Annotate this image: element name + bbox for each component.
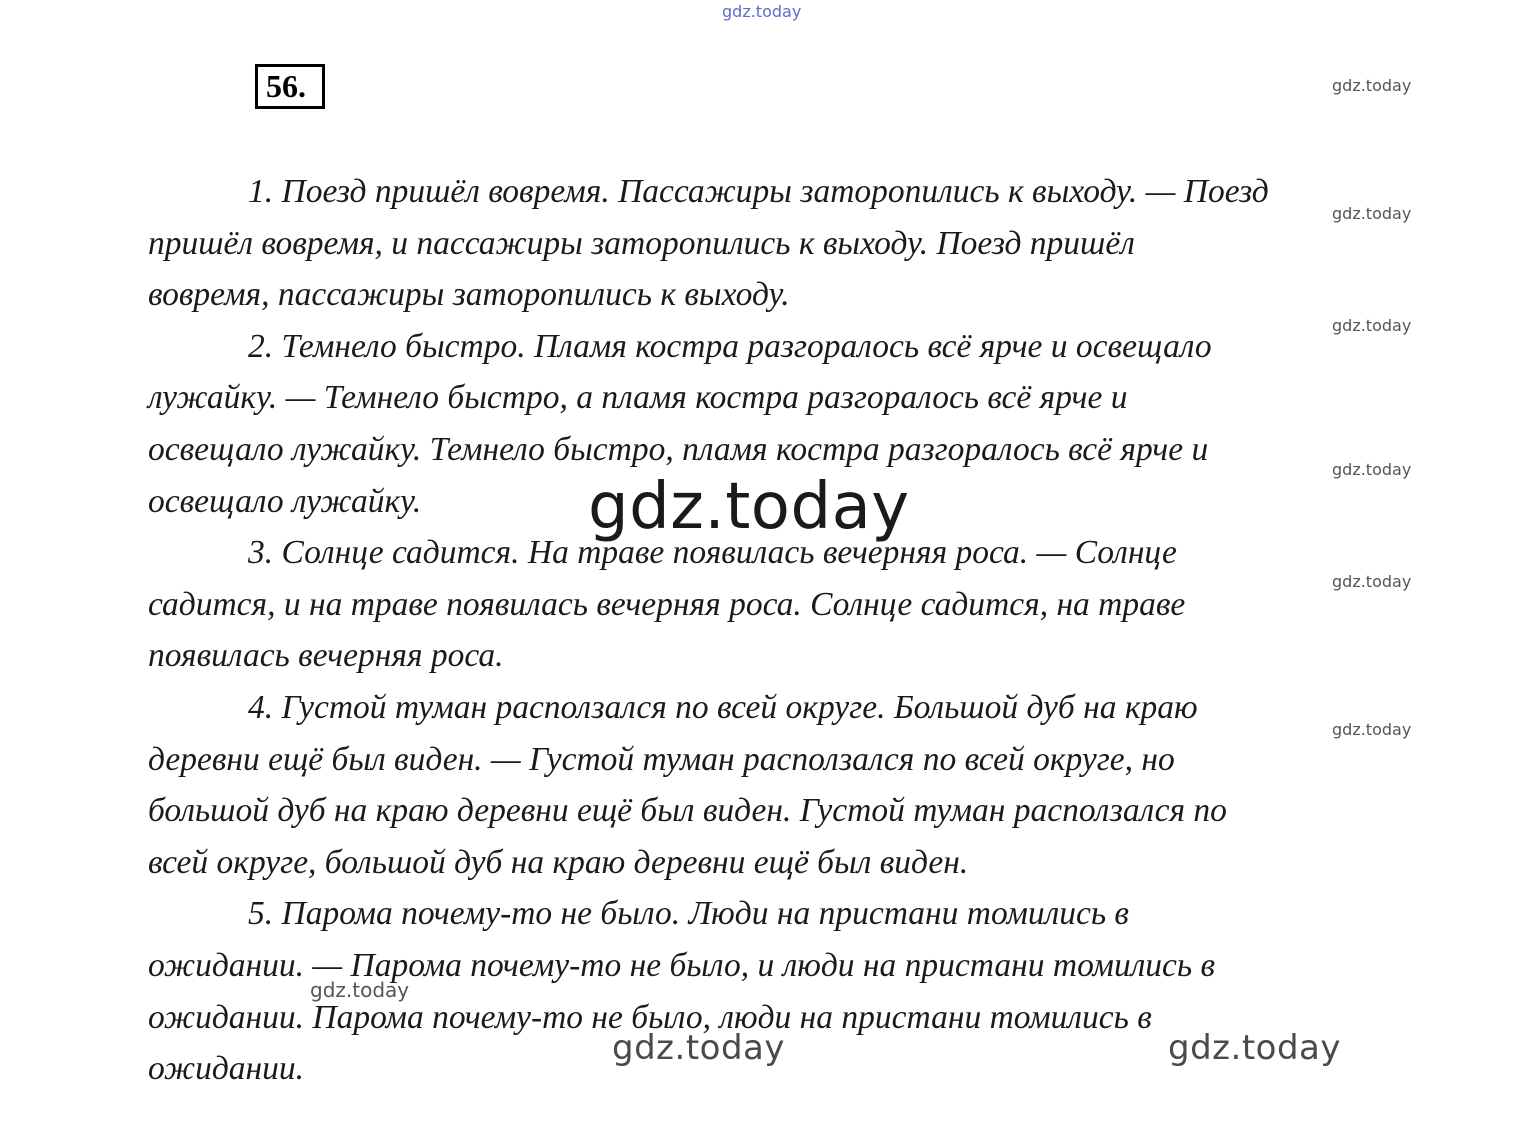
text-line: всей округе, большой дуб на краю деревни ещё был виден.	[148, 843, 969, 881]
text-line: садится, и на траве появилась вечерняя роса. Солнце садится, на траве	[148, 585, 1186, 623]
text-line: пришёл вовремя, и пассажиры заторопились к выходу. Поезд пришёл	[148, 224, 1135, 262]
watermark: gdz.today	[588, 470, 910, 544]
text-line: большой дуб на краю деревни ещё был виден. Густой туман расползался по	[148, 792, 1227, 830]
watermark: gdz.today	[1168, 1028, 1341, 1068]
text-line: 1. Поезд пришёл вовремя. Пассажиры заторопились к выходу. — Поезд	[248, 173, 1269, 210]
text-line: освещало лужайку.	[148, 482, 422, 520]
text-line: появилась вечерняя роса.	[148, 637, 504, 675]
watermark: gdz.today	[1332, 316, 1412, 335]
text-line: 4. Густой туман расползался по всей округе. Большой дуб на краю	[248, 688, 1198, 726]
exercise-answer-text	[148, 166, 1448, 1095]
text-line: деревни ещё был виден. — Густой туман расползался по всей округе, но	[148, 740, 1175, 778]
text-line: ожидании. Парома почему-то не было, люди на пристани томились в	[148, 998, 1152, 1036]
text-line: лужайку. — Темнело быстро, а пламя костра разгоралось всё ярче и	[148, 379, 1128, 417]
text-line: 5. Парома почему-то не было. Люди на пристани томились в	[248, 895, 1129, 933]
watermark: gdz.today	[1332, 460, 1412, 479]
watermark: gdz.today	[1332, 720, 1412, 739]
watermark: gdz.today	[1332, 204, 1412, 223]
text-line: освещало лужайку. Темнело быстро, пламя костра разгоралось всё ярче и	[148, 430, 1209, 468]
watermark: gdz.today	[612, 1028, 785, 1068]
watermark: gdz.today	[1332, 76, 1412, 95]
exercise-number: 56.	[255, 64, 325, 109]
watermark: gdz.today	[1332, 572, 1412, 591]
text-line: 3. Солнце садится. На траве появилась вечерняя роса. — Солнце	[248, 534, 1177, 572]
watermark: gdz.today	[310, 978, 410, 1002]
watermark: gdz.today	[722, 2, 802, 21]
text-line: 2. Темнело быстро. Пламя костра разгоралось всё ярче и освещало	[248, 327, 1212, 365]
text-line: ожидании. — Парома почему-то не было, и люди на пристани томились в	[148, 946, 1216, 984]
text-line: вовремя, пассажиры заторопились к выходу.	[148, 276, 790, 314]
text-line: ожидании.	[148, 1050, 305, 1088]
